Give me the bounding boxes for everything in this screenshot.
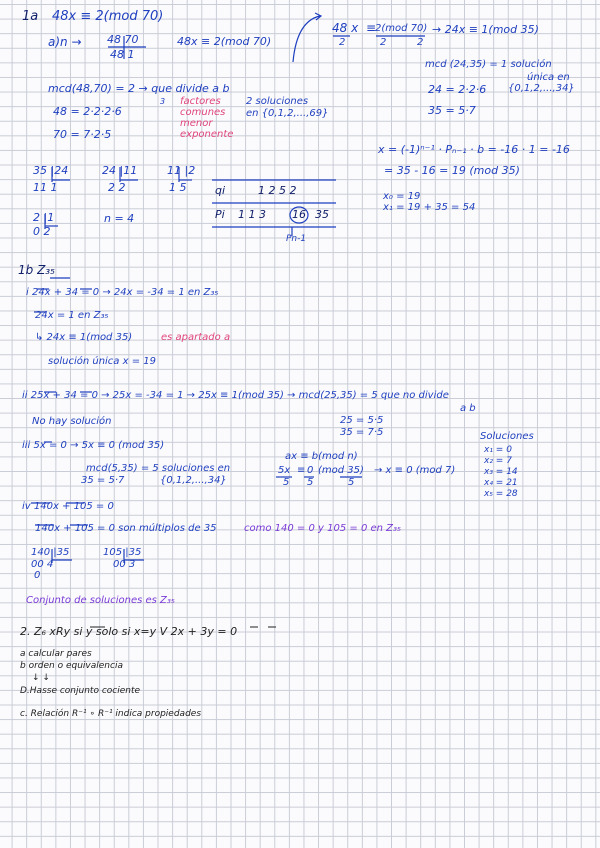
gcd-48-70: mcd(48,70) = 2 → que divide a b bbox=[48, 82, 230, 95]
solution-x0: x₀ = 19 bbox=[383, 191, 421, 202]
division-140-mid: 00 4 bbox=[31, 559, 54, 570]
euclid-step-1-top: 35 |24 bbox=[33, 164, 69, 177]
x-mod-35: = 35 - 16 = 19 (mod 35) bbox=[384, 164, 520, 177]
euclid-step-3-bottom: 1 5 bbox=[169, 181, 187, 194]
division-105-bottom: 00 3 bbox=[113, 559, 136, 570]
case-i-line-2: 24x = 1 en Z₃₅ bbox=[35, 310, 109, 321]
frac-mod-35: (mod 35) bbox=[318, 465, 364, 476]
table-q-label: qi bbox=[215, 184, 226, 197]
solution-set-z35: Conjunto de soluciones es Z₃₅ bbox=[26, 595, 175, 606]
factors-70: 70 = 7·2·5 bbox=[53, 128, 112, 141]
table-p-values: 1 1 3 bbox=[238, 208, 266, 221]
case-iv-equation: iv 140x + 105 = 0 bbox=[22, 501, 114, 512]
denominator-5-a: 5 bbox=[283, 477, 290, 488]
bezout-x-formula: x = (-1)ⁿ⁻¹ · Pₙ₋₁ · b = -16 · 1 = -16 bbox=[378, 143, 570, 156]
gcd-24-35: mcd (24,35) = 1 solución bbox=[425, 59, 552, 70]
case-i-equation: i 24x + 34 = 0 → 24x = -34 = 1 en Z₃₅ bbox=[26, 287, 219, 298]
line-a-n: a)n → bbox=[48, 35, 82, 49]
unique-in: única en bbox=[527, 72, 570, 83]
factors-35: 35 = 5·7 bbox=[428, 104, 476, 117]
note-menor: menor bbox=[180, 118, 213, 129]
solution-x2: x₂ = 7 bbox=[484, 456, 512, 466]
x-mod-7: → x ≡ 0 (mod 7) bbox=[374, 465, 456, 476]
solution-x5: x₅ = 28 bbox=[484, 489, 518, 499]
divided-mod-70: 2(mod 70) bbox=[375, 23, 428, 34]
solution-x1: x₁ = 0 bbox=[484, 445, 512, 455]
factors-24: 24 = 2·2·6 bbox=[428, 83, 487, 96]
euclid-step-3-top: 11 |2 bbox=[167, 164, 196, 177]
division-140-top: 140 |35 bbox=[31, 547, 70, 558]
divided-48x: 48 x bbox=[332, 21, 359, 35]
note-comunes: comunes bbox=[180, 107, 226, 118]
two-solutions: 2 soluciones bbox=[246, 96, 309, 107]
case-i-line-3: ↳ 24x ≡ 1(mod 35) bbox=[35, 332, 133, 343]
solution-x4: x₄ = 21 bbox=[484, 478, 518, 488]
euclid-step-4-bottom: 0 2 bbox=[33, 225, 51, 238]
solution-x1: x₁ = 19 + 35 = 54 bbox=[383, 202, 476, 213]
table-p-label: Pi bbox=[215, 208, 225, 221]
euclid-n-4: n = 4 bbox=[104, 212, 135, 225]
division-140-bottom: 0 bbox=[34, 570, 41, 581]
table-q-values: 1 2 5 2 bbox=[258, 184, 297, 197]
case-iv-multiples: 140x + 105 = 0 son múltiplos de 35 bbox=[35, 523, 217, 534]
case-ii-factors-35: 35 = 7·5 bbox=[340, 427, 384, 438]
congruence-repeat: 48x ≡ 2(mod 70) bbox=[177, 35, 272, 48]
fraction-top: 48 70 bbox=[107, 33, 139, 46]
exponent-3: 3 bbox=[160, 97, 166, 106]
case-iii-gcd: mcd(5,35) = 5 soluciones en bbox=[86, 463, 231, 474]
congruence-48x: 48x ≡ 2(mod 70) bbox=[52, 9, 164, 24]
euclid-step-4-top: 2 |1 bbox=[33, 211, 55, 224]
denominator-5-c: 5 bbox=[348, 477, 355, 488]
solutions-title: Soluciones bbox=[480, 431, 534, 442]
divisor-2-c: 2 bbox=[417, 37, 424, 48]
fraction-bottom: 48 1 bbox=[110, 48, 135, 61]
case-iii-equation: iii 5x = 0 → 5x ≡ 0 (mod 35) bbox=[22, 440, 165, 451]
euclid-step-1-bottom: 11 1 bbox=[33, 181, 58, 194]
case-i-unique-solution: solución única x = 19 bbox=[48, 356, 156, 367]
frac-equiv: ≡ bbox=[297, 465, 306, 476]
divisor-2-a: 2 bbox=[339, 37, 346, 48]
euclid-step-2-top: 24 |11 bbox=[102, 164, 138, 177]
frac-0: 0 bbox=[307, 465, 314, 476]
general-congruence: ax ≡ b(mod n) bbox=[285, 451, 358, 462]
section-1b-heading: 1b Z₃₅ bbox=[18, 263, 55, 277]
part-c: c. Relación R⁻¹ ∘ R⁻¹ indica propiedades bbox=[20, 709, 202, 719]
note-factores: factores bbox=[180, 96, 221, 107]
part-b-hasse-quotient: D.Hasse conjunto cociente bbox=[20, 686, 141, 696]
table-pn-1-note: Pn-1 bbox=[286, 234, 307, 244]
solution-x3: x₃ = 14 bbox=[484, 467, 518, 477]
note-exponente: exponente bbox=[180, 129, 234, 140]
denominator-5-b: 5 bbox=[307, 477, 314, 488]
section-1a-heading: 1a bbox=[22, 9, 39, 24]
table-p-last: 35 bbox=[315, 208, 329, 221]
part-b: b orden o equivalencia bbox=[20, 661, 123, 671]
factors-48: 48 = 2·2·2·6 bbox=[53, 105, 122, 118]
case-ii-factors-25: 25 = 5·5 bbox=[340, 415, 384, 426]
frac-5x: 5x bbox=[278, 465, 291, 476]
part-b-arrows: ↓ ↓ bbox=[32, 673, 50, 683]
case-i-note: es apartado a bbox=[161, 332, 231, 343]
two-solutions-set: en {0,1,2,...,69} bbox=[246, 108, 329, 119]
case-ii-no-solution: No hay solución bbox=[32, 416, 112, 427]
case-iii-factors-35: 35 = 5·7 bbox=[81, 475, 125, 486]
set-0-34: {0,1,2,...,34} bbox=[508, 83, 575, 94]
congruence-24x: → 24x ≡ 1(mod 35) bbox=[432, 23, 539, 36]
case-iv-reason: como 140 = 0 y 105 = 0 en Z₃₅ bbox=[244, 523, 402, 534]
case-ii-a-b: a b bbox=[460, 403, 476, 414]
section-2-heading: 2. Z₆ xRy si y solo si x=y V 2x + 3y = 0 bbox=[20, 625, 238, 638]
euclid-step-2-bottom: 2 2 bbox=[108, 181, 126, 194]
table-p-circled: 16 bbox=[292, 208, 306, 221]
divisor-2-b: 2 bbox=[380, 37, 387, 48]
divided-equiv: ≡ bbox=[366, 21, 377, 35]
case-iii-set: {0,1,2,...,34} bbox=[160, 475, 227, 486]
case-ii-equation: ii 25x + 34 = 0 → 25x = -34 = 1 → 25x ≡ 1(mod 35) → mcd(25,35) = 5 que no divide bbox=[22, 390, 449, 401]
part-a: a calcular pares bbox=[20, 649, 92, 659]
division-105-top: 105 |35 bbox=[103, 547, 142, 558]
